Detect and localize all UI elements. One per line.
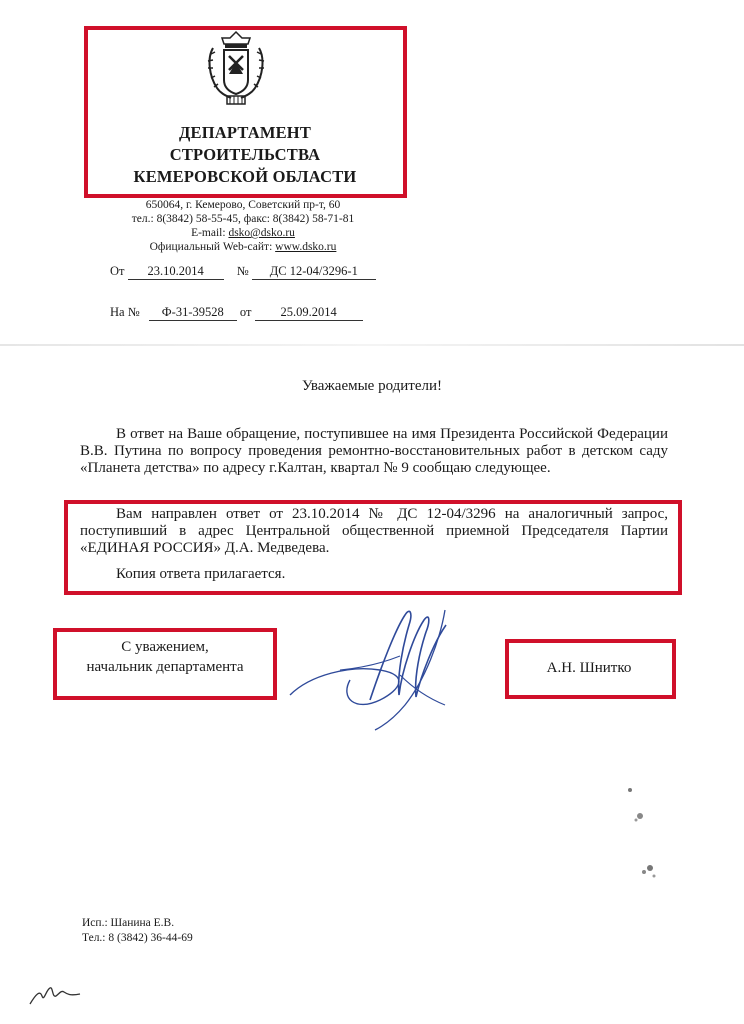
- closing-line1: С уважением,: [121, 639, 209, 655]
- email-line: [88, 226, 398, 240]
- paragraph-2: Вам направлен ответ от 23.10.2014 № ДС 12-04/3296 на аналогичный запрос, поступивший в адрес Центральной общественной приемной Председателя Партии «ЕДИНАЯ РОССИЯ» Д.А. Медведева.: [80, 506, 668, 556]
- website-line: [88, 240, 398, 254]
- closing-line2: начальник департамента: [86, 659, 244, 675]
- website-link[interactable]: www.dsko.ru: [275, 241, 337, 253]
- reply-label: На №: [110, 305, 140, 319]
- number-label: №: [236, 264, 249, 278]
- highlight-box-name: [505, 639, 676, 699]
- reply-from-label: от: [239, 305, 252, 319]
- outgoing-number: ДС 12-04/3296-1: [252, 264, 376, 280]
- outgoing-date: 23.10.2014: [128, 264, 224, 280]
- highlight-box-closing: [53, 628, 277, 700]
- contact-block: [88, 198, 398, 254]
- reply-date: 25.09.2014: [255, 305, 363, 321]
- executor-phone: Тел.: 8 (3842) 36-44-69: [82, 932, 193, 944]
- from-label: От: [110, 264, 125, 278]
- email-label: E-mail:: [191, 227, 226, 239]
- paragraph-1: В ответ на Ваше обращение, поступившее на имя Президента Российской Федерации В.В. Путина по вопросу проведения ремонтно-восстановительных работ в детском саду «Планета детства» по адресу г.Калтан, квартал № 9 сообщаю следующее.: [80, 426, 668, 476]
- greeting: Уважаемые родители!: [301, 378, 443, 394]
- department-name-line1: ДЕПАРТАМЕНТ: [178, 123, 312, 142]
- department-name-line3: КЕМЕРОВСКОЙ ОБЛАСТИ: [133, 167, 357, 186]
- scan-fold-line: [0, 344, 744, 346]
- executor-name: Исп.: Шанина Е.В.: [82, 917, 175, 929]
- signatory-name: А.Н. Шнитко: [546, 660, 632, 676]
- website-label: Официальный Web-сайт:: [149, 241, 273, 253]
- reply-number: Ф-31-39528: [149, 305, 237, 321]
- phone-fax: тел.: 8(3842) 58-55-45, факс: 8(3842) 58-71-81: [131, 213, 355, 225]
- highlight-box-header: [84, 26, 407, 198]
- executor-info: [82, 916, 193, 946]
- initials-icon: [26, 984, 86, 1010]
- email-link[interactable]: dsko@dsko.ru: [228, 227, 295, 239]
- paragraph-3: Копия ответа прилагается.: [116, 566, 286, 582]
- reply-registration: [110, 305, 363, 321]
- signature-icon: [280, 580, 480, 740]
- outgoing-registration: [110, 264, 376, 280]
- postal-address: 650064, г. Кемерово, Советский пр-т, 60: [145, 199, 341, 211]
- scan-speckle-icon: [600, 780, 670, 900]
- department-name-line2: СТРОИТЕЛЬСТВА: [169, 145, 321, 164]
